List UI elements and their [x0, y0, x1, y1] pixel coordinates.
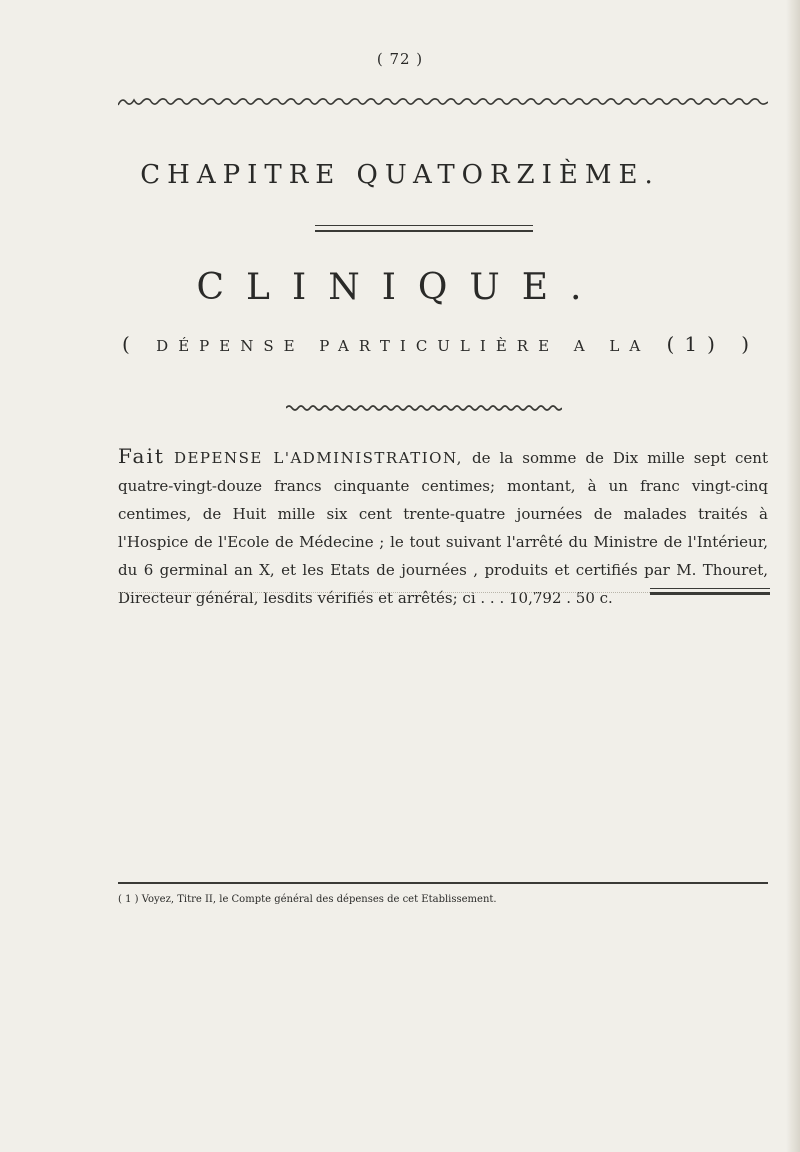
sum-underline — [650, 588, 770, 595]
paragraph-caps-phrase: DEPENSE L'ADMINISTRATION, — [173, 449, 463, 467]
subtitle-footnote-ref: (1) — [666, 332, 725, 356]
ornamental-border — [118, 96, 768, 108]
page-number: ( 72 ) — [376, 50, 424, 68]
section-subtitle — [122, 332, 760, 356]
chapter-title: CHAPITRE QUATORZIÈME. — [140, 160, 660, 190]
subtitle-text: DÉPENSE PARTICULIÈRE A LA — [156, 337, 651, 355]
wavy-divider — [286, 404, 562, 412]
subtitle-open-paren: ( — [122, 332, 140, 356]
subtitle-close-paren: ) — [741, 332, 760, 356]
dotted-leader — [118, 592, 698, 593]
title-double-rule — [315, 225, 533, 232]
footnote: ( 1 ) Voyez, Titre II, le Compte général des dépenses de cet Etablissement. — [118, 894, 497, 905]
paragraph-body-text: de la somme de Dix mille sept cent quatre-vingt-douze francs cinquante centimes; montant, à un franc vingt-cinq centimes, de Huit mille six cent trente-quatre journées de malades traités à l'Hospice de l'Ecole de Médecine ; le tout suivant l'arrêté du Ministre de l'Intérieur, du 6 germinal an X, et les Etats de journées , produits et certifiés par M. Thouret, Directeur général, lesdits vérifiés et arrêtés; ci . . . 10,792 . 50 c. — [118, 449, 769, 607]
body-paragraph — [118, 442, 768, 612]
section-title: CLINIQUE. — [196, 267, 604, 308]
paragraph-lead-word: Fait — [118, 444, 165, 468]
footnote-rule — [118, 882, 768, 884]
